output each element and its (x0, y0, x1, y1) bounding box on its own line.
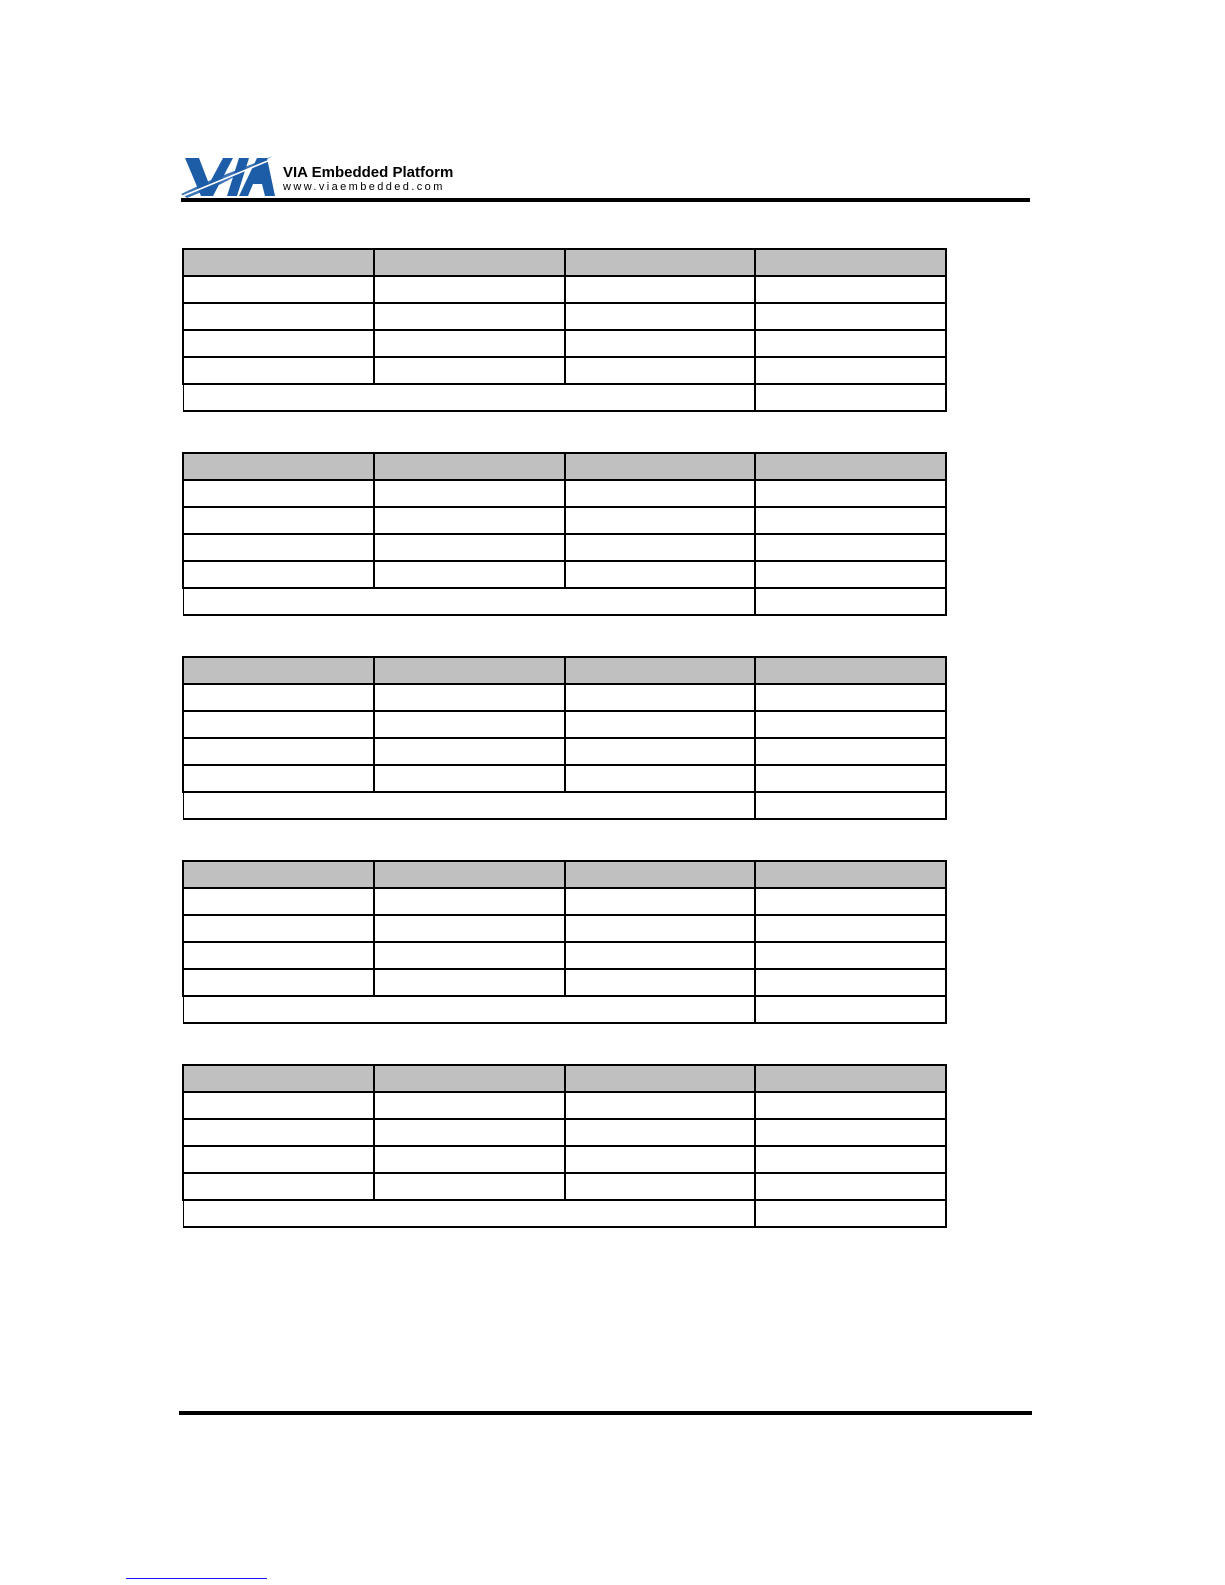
table-cell (183, 276, 374, 303)
table-cell (374, 276, 565, 303)
table-row (183, 1092, 946, 1119)
table-cell (565, 1173, 756, 1200)
table-cell (565, 942, 756, 969)
table-summary-row (183, 588, 946, 615)
table-header-cell (755, 657, 946, 684)
table-cell (755, 561, 946, 588)
table-cell (565, 276, 756, 303)
table-cell (183, 534, 374, 561)
table-cell (565, 303, 756, 330)
table-cell (755, 303, 946, 330)
table-row (183, 915, 946, 942)
table-cell (755, 534, 946, 561)
table-row (183, 969, 946, 996)
table-cell (565, 561, 756, 588)
table-cell (374, 1173, 565, 1200)
table-cell (565, 507, 756, 534)
table-cell (183, 684, 374, 711)
table-summary-value (755, 1200, 946, 1227)
table-header-cell (565, 249, 756, 276)
table-cell (565, 888, 756, 915)
table-cell (183, 1173, 374, 1200)
table-cell (565, 684, 756, 711)
table-cell (565, 969, 756, 996)
table-cell (374, 330, 565, 357)
table-cell (755, 1092, 946, 1119)
table-cell (565, 765, 756, 792)
table-row (183, 1119, 946, 1146)
table-row (183, 738, 946, 765)
table-header-cell (374, 657, 565, 684)
table-cell (755, 1146, 946, 1173)
table-cell (183, 357, 374, 384)
table-row (183, 507, 946, 534)
table-summary-value (755, 792, 946, 819)
table-row (183, 303, 946, 330)
table-summary-label (183, 1200, 755, 1227)
table-summary-label (183, 384, 755, 411)
table-cell (183, 1119, 374, 1146)
table-cell (565, 534, 756, 561)
table-header-cell (374, 1065, 565, 1092)
table-header-cell (183, 861, 374, 888)
table-header-cell (565, 453, 756, 480)
table-cell (183, 711, 374, 738)
table-cell (183, 738, 374, 765)
table-row (183, 276, 946, 303)
table-cell (374, 765, 565, 792)
footer-link-underline[interactable] (126, 1578, 267, 1579)
via-logo-icon (181, 154, 277, 200)
table-cell (183, 507, 374, 534)
table-cell (374, 534, 565, 561)
table-cell (565, 330, 756, 357)
table-header-cell (183, 249, 374, 276)
table-cell (565, 1092, 756, 1119)
tables-area (182, 248, 947, 1268)
table-row (183, 357, 946, 384)
table-header-cell (755, 861, 946, 888)
table-cell (374, 1092, 565, 1119)
table-row (183, 330, 946, 357)
table-cell (755, 276, 946, 303)
table-header-cell (565, 861, 756, 888)
table-summary-value (755, 384, 946, 411)
table-header-cell (183, 657, 374, 684)
table-summary-value (755, 588, 946, 615)
table-cell (374, 1146, 565, 1173)
table-cell (755, 684, 946, 711)
table-cell (565, 1119, 756, 1146)
table-summary-label (183, 996, 755, 1023)
table-cell (755, 969, 946, 996)
table-header-cell (755, 453, 946, 480)
table-summary-value (755, 996, 946, 1023)
table-cell (565, 1146, 756, 1173)
table-cell (565, 357, 756, 384)
table-summary-row (183, 1200, 946, 1227)
table-summary-row (183, 996, 946, 1023)
footer-divider (179, 1411, 1032, 1415)
spec-table-5 (182, 1064, 947, 1228)
spec-table-3 (182, 656, 947, 820)
table-header-row (183, 453, 946, 480)
table-cell (183, 561, 374, 588)
table-header-cell (374, 861, 565, 888)
table-cell (374, 357, 565, 384)
table-cell (755, 765, 946, 792)
table-cell (183, 969, 374, 996)
spec-table-2 (182, 452, 947, 616)
table-row (183, 711, 946, 738)
table-cell (565, 738, 756, 765)
table-cell (183, 1146, 374, 1173)
table-header-cell (374, 249, 565, 276)
table-header-row (183, 657, 946, 684)
table-cell (755, 357, 946, 384)
table-cell (755, 507, 946, 534)
brand-url: www.viaembedded.com (283, 181, 445, 193)
table-header-row (183, 861, 946, 888)
table-cell (755, 1119, 946, 1146)
table-row (183, 480, 946, 507)
table-row (183, 888, 946, 915)
table-header-row (183, 249, 946, 276)
page-header (181, 150, 1031, 204)
table-header-cell (755, 249, 946, 276)
header-divider (181, 198, 1030, 202)
table-row (183, 684, 946, 711)
table-header-cell (183, 1065, 374, 1092)
table-cell (374, 480, 565, 507)
table-cell (565, 480, 756, 507)
table-header-cell (183, 453, 374, 480)
table-cell (374, 711, 565, 738)
table-cell (565, 915, 756, 942)
table-summary-label (183, 792, 755, 819)
table-cell (374, 303, 565, 330)
table-cell (183, 915, 374, 942)
table-cell (374, 888, 565, 915)
table-cell (374, 942, 565, 969)
table-summary-row (183, 384, 946, 411)
table-cell (183, 480, 374, 507)
table-cell (183, 303, 374, 330)
spec-table-4 (182, 860, 947, 1024)
table-summary-row (183, 792, 946, 819)
table-cell (755, 942, 946, 969)
table-cell (374, 969, 565, 996)
table-row (183, 1146, 946, 1173)
table-cell (755, 915, 946, 942)
table-cell (755, 888, 946, 915)
table-cell (374, 561, 565, 588)
table-row (183, 561, 946, 588)
table-cell (183, 330, 374, 357)
table-header-row (183, 1065, 946, 1092)
table-cell (183, 942, 374, 969)
table-cell (183, 1092, 374, 1119)
table-cell (374, 684, 565, 711)
table-cell (755, 480, 946, 507)
table-cell (183, 888, 374, 915)
table-cell (565, 711, 756, 738)
table-header-cell (565, 657, 756, 684)
table-row (183, 942, 946, 969)
table-row (183, 765, 946, 792)
spec-table-1 (182, 248, 947, 412)
brand-name: VIA Embedded Platform (283, 164, 454, 181)
table-cell (755, 738, 946, 765)
table-cell (374, 507, 565, 534)
table-row (183, 534, 946, 561)
table-cell (183, 765, 374, 792)
table-header-cell (755, 1065, 946, 1092)
table-cell (755, 711, 946, 738)
table-cell (374, 1119, 565, 1146)
table-header-cell (374, 453, 565, 480)
table-cell (374, 738, 565, 765)
table-cell (755, 330, 946, 357)
table-cell (755, 1173, 946, 1200)
table-summary-label (183, 588, 755, 615)
table-row (183, 1173, 946, 1200)
table-cell (374, 915, 565, 942)
table-header-cell (565, 1065, 756, 1092)
